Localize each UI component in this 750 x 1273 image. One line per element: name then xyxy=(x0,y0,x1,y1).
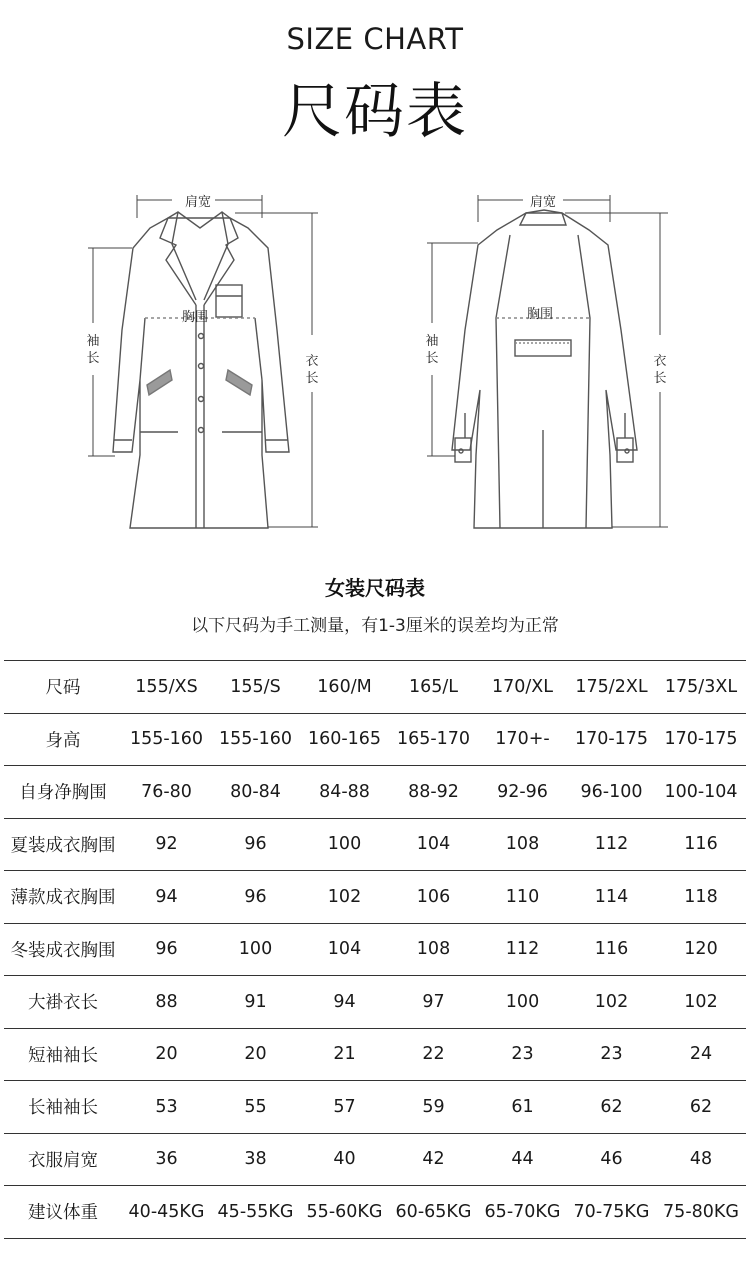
table-cell: 55 xyxy=(211,1081,300,1134)
table-cell: 91 xyxy=(211,976,300,1029)
table-cell: 175/3XL xyxy=(656,661,746,714)
table-cell: 36 xyxy=(122,1133,211,1186)
table-cell: 100 xyxy=(478,976,567,1029)
table-cell: 40-45KG xyxy=(122,1186,211,1239)
table-cell: 44 xyxy=(478,1133,567,1186)
table-cell: 53 xyxy=(122,1081,211,1134)
table-cell: 118 xyxy=(656,871,746,924)
table-cell: 80-84 xyxy=(211,766,300,819)
table-row xyxy=(4,661,746,714)
front-chest-label: 胸围 xyxy=(181,310,209,325)
table-cell: 55-60KG xyxy=(300,1186,389,1239)
table-cell: 102 xyxy=(300,871,389,924)
table-cell: 65-70KG xyxy=(478,1186,567,1239)
row-label: 长袖袖长 xyxy=(4,1081,122,1134)
table-cell: 22 xyxy=(389,1028,478,1081)
coat-diagram xyxy=(0,180,750,540)
measurement-note: 以下尺码为手工测量，有1-3厘米的误差均为正常 xyxy=(191,616,559,636)
back-length-label-2: 长 xyxy=(653,371,667,386)
table-cell: 104 xyxy=(389,818,478,871)
table-cell: 106 xyxy=(389,871,478,924)
table-cell: 108 xyxy=(478,818,567,871)
title-english: SIZE CHART xyxy=(286,22,464,56)
table-cell: 114 xyxy=(567,871,656,924)
row-label: 夏装成衣胸围 xyxy=(4,818,122,871)
table-row xyxy=(4,818,746,871)
table-row xyxy=(4,1133,746,1186)
back-length-label-1: 衣 xyxy=(653,354,667,369)
table-cell: 38 xyxy=(211,1133,300,1186)
front-sleeve-label-1: 袖 xyxy=(86,334,100,349)
table-cell: 175/2XL xyxy=(567,661,656,714)
front-sleeve-label-2: 长 xyxy=(86,351,100,366)
table-cell: 40 xyxy=(300,1133,389,1186)
size-chart-subtitle: 女装尺码表 xyxy=(325,576,425,600)
table-cell: 116 xyxy=(567,923,656,976)
table-cell: 170-175 xyxy=(656,713,746,766)
table-cell: 23 xyxy=(567,1028,656,1081)
table-cell: 20 xyxy=(122,1028,211,1081)
table-cell: 104 xyxy=(300,923,389,976)
table-cell: 42 xyxy=(389,1133,478,1186)
table-cell: 155/S xyxy=(211,661,300,714)
front-length-label-2: 长 xyxy=(305,371,319,386)
table-cell: 160/M xyxy=(300,661,389,714)
table-cell: 155/XS xyxy=(122,661,211,714)
table-cell: 102 xyxy=(567,976,656,1029)
table-cell: 170+- xyxy=(478,713,567,766)
table-cell: 96 xyxy=(122,923,211,976)
row-label: 身高 xyxy=(4,713,122,766)
back-chest-label: 胸围 xyxy=(526,307,554,322)
back-coat-drawing xyxy=(452,210,637,528)
table-cell: 170-175 xyxy=(567,713,656,766)
table-cell: 60-65KG xyxy=(389,1186,478,1239)
row-label: 衣服肩宽 xyxy=(4,1133,122,1186)
table-cell: 62 xyxy=(567,1081,656,1134)
table-cell: 165/L xyxy=(389,661,478,714)
table-cell: 100 xyxy=(300,818,389,871)
row-label: 短袖袖长 xyxy=(4,1028,122,1081)
table-cell: 20 xyxy=(211,1028,300,1081)
back-sleeve-label-2: 长 xyxy=(425,351,439,366)
table-cell: 76-80 xyxy=(122,766,211,819)
table-cell: 110 xyxy=(478,871,567,924)
row-label: 大褂衣长 xyxy=(4,976,122,1029)
table-cell: 155-160 xyxy=(122,713,211,766)
table-cell: 102 xyxy=(656,976,746,1029)
table-cell: 100 xyxy=(211,923,300,976)
table-cell: 155-160 xyxy=(211,713,300,766)
table-row xyxy=(4,1081,746,1134)
row-label: 薄款成衣胸围 xyxy=(4,871,122,924)
back-sleeve-label-1: 袖 xyxy=(425,334,439,349)
front-length-label-1: 衣 xyxy=(305,354,319,369)
table-cell: 170/XL xyxy=(478,661,567,714)
table-cell: 92 xyxy=(122,818,211,871)
table-cell: 75-80KG xyxy=(656,1186,746,1239)
table-row xyxy=(4,976,746,1029)
row-label: 冬装成衣胸围 xyxy=(4,923,122,976)
front-shoulder-label: 肩宽 xyxy=(184,195,212,210)
table-cell: 165-170 xyxy=(389,713,478,766)
table-row xyxy=(4,923,746,976)
table-cell: 23 xyxy=(478,1028,567,1081)
size-table xyxy=(4,660,746,1239)
table-cell: 84-88 xyxy=(300,766,389,819)
table-cell: 94 xyxy=(300,976,389,1029)
table-row xyxy=(4,1186,746,1239)
table-cell: 88 xyxy=(122,976,211,1029)
table-cell: 46 xyxy=(567,1133,656,1186)
table-cell: 94 xyxy=(122,871,211,924)
table-cell: 96 xyxy=(211,871,300,924)
table-cell: 45-55KG xyxy=(211,1186,300,1239)
table-cell: 70-75KG xyxy=(567,1186,656,1239)
table-cell: 61 xyxy=(478,1081,567,1134)
table-cell: 59 xyxy=(389,1081,478,1134)
table-cell: 21 xyxy=(300,1028,389,1081)
table-cell: 24 xyxy=(656,1028,746,1081)
back-shoulder-label: 肩宽 xyxy=(529,195,557,210)
front-coat-drawing xyxy=(113,212,289,528)
row-label: 建议体重 xyxy=(4,1186,122,1239)
table-cell: 62 xyxy=(656,1081,746,1134)
table-cell: 120 xyxy=(656,923,746,976)
table-cell: 97 xyxy=(389,976,478,1029)
table-cell: 96-100 xyxy=(567,766,656,819)
table-cell: 92-96 xyxy=(478,766,567,819)
table-cell: 108 xyxy=(389,923,478,976)
table-row xyxy=(4,871,746,924)
table-row xyxy=(4,713,746,766)
table-cell: 48 xyxy=(656,1133,746,1186)
title-chinese: 尺码表 xyxy=(282,77,468,147)
row-label: 自身净胸围 xyxy=(4,766,122,819)
table-cell: 100-104 xyxy=(656,766,746,819)
table-cell: 112 xyxy=(478,923,567,976)
table-cell: 160-165 xyxy=(300,713,389,766)
table-cell: 112 xyxy=(567,818,656,871)
table-row xyxy=(4,1028,746,1081)
table-cell: 116 xyxy=(656,818,746,871)
table-cell: 96 xyxy=(211,818,300,871)
row-label: 尺码 xyxy=(4,661,122,714)
table-cell: 57 xyxy=(300,1081,389,1134)
table-cell: 88-92 xyxy=(389,766,478,819)
table-row xyxy=(4,766,746,819)
